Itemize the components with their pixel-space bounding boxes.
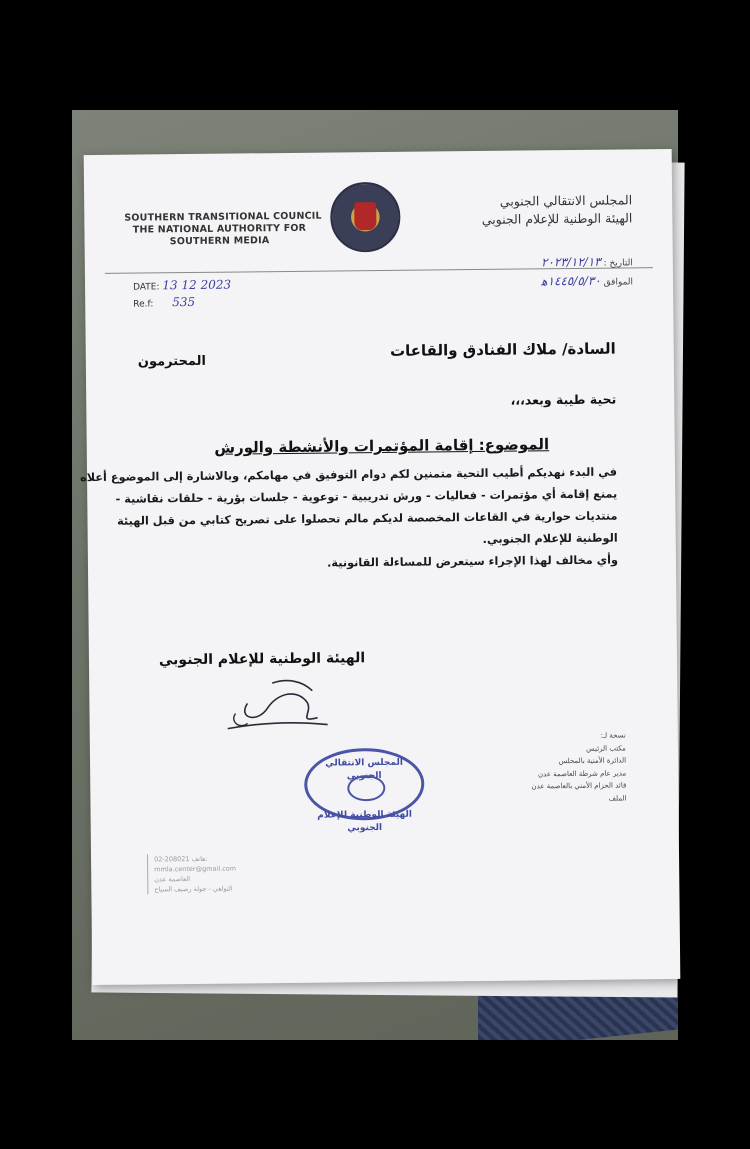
copy-item: مدير عام شرطة العاصمة عدن xyxy=(537,768,627,778)
handwritten-signature xyxy=(217,672,368,744)
letterhead-ar-line: الهيئة الوطنية للإعلام الجنوبي xyxy=(481,210,633,227)
letterhead-ar-line: المجلس الانتقالي الجنوبي xyxy=(499,192,633,209)
ref-label: Re.f: xyxy=(133,299,154,310)
letter-body xyxy=(79,462,619,577)
ar-date-value: ٢٠٢٣/١٢/١٣ xyxy=(540,254,601,270)
stamp-emblem-icon xyxy=(347,775,385,801)
official-stamp xyxy=(304,748,425,834)
ar-hijri-value: ١٤٤٥/٥/٣٠ه‍ xyxy=(541,273,601,289)
honorific: المحترمون xyxy=(137,353,207,370)
english-date-block xyxy=(133,278,231,313)
stamp-bottom-text: الهيئة الوطنية للإعلام الجنوبي xyxy=(317,809,412,834)
ar-date-label: التاريخ : xyxy=(603,258,633,269)
copy-item: قائد الحزام الأمني بالعاصمة عدن xyxy=(531,781,627,791)
copies-title: نسخة لـ: xyxy=(600,731,626,740)
stamp-top-text: المجلس الانتقالي الجنوبي xyxy=(325,757,403,782)
letter-paper xyxy=(79,149,681,985)
signatory-org: الهيئة الوطنية للإعلام الجنوبي xyxy=(158,650,366,669)
footer-line: 02-208021 هاتف: xyxy=(154,854,208,864)
copies-list xyxy=(531,729,627,805)
body-line: وأي مخالف لهذا الإجراء سيتعرض للمساءلة القانونية. xyxy=(326,553,619,570)
body-line: يمنع إقامة أي مؤتمرات - فعاليات - ورش تدريبية - توعوية - جلسات بؤرية - حلقات نقاشية - xyxy=(115,487,618,506)
copy-item: الملف xyxy=(608,793,627,803)
letterhead-en-line: THE NATIONAL AUTHORITY FOR xyxy=(132,222,307,236)
subject-line xyxy=(147,435,617,458)
footer-line: التواهي - جولة رصيف السياح xyxy=(154,884,233,894)
letterhead-en-line: SOUTHERN MEDIA xyxy=(169,235,270,248)
date-label: DATE: xyxy=(133,282,160,293)
subject-text: الموضوع: إقامة المؤتمرات والأنشطة والورش xyxy=(214,435,550,457)
body-line: منتديات حوارية في القاعات المخصصة لديكم مالم تحصلوا على تصريح كتابي من قبل الهيئة xyxy=(117,509,618,528)
footer-line: العاصمة عدن xyxy=(154,875,191,884)
emblem-shield-icon xyxy=(354,202,376,230)
copy-item: الدائرة الأمنية بالمجلس xyxy=(558,756,627,766)
arabic-letterhead xyxy=(432,191,632,229)
salutation: تحية طيبة وبعد،،، xyxy=(510,391,617,408)
letterhead-en-line: SOUTHERN TRANSITIONAL COUNCIL xyxy=(124,210,322,224)
footer-line: mmla.center@gmail.com xyxy=(154,864,237,874)
council-emblem-logo xyxy=(330,182,401,253)
english-letterhead xyxy=(124,210,322,249)
body-line: في البدء نهديكم أطيب التحية متمنين لكم دوام التوفيق في مهامكم، وبالاشارة إلى الموضوع أعلاه xyxy=(79,465,618,485)
contact-footer xyxy=(147,854,236,895)
recipient-line: السادة/ ملاك الفنادق والقاعات xyxy=(389,339,616,360)
arabic-date-block xyxy=(541,253,633,292)
ar-hijri-label: الموافق xyxy=(603,277,634,288)
ref-value: 535 xyxy=(172,294,196,310)
date-value: 13 12 2023 xyxy=(162,277,232,293)
copy-item: مكتب الرئيس xyxy=(586,743,626,753)
body-line: الوطنية للإعلام الجنوبي. xyxy=(482,531,618,546)
